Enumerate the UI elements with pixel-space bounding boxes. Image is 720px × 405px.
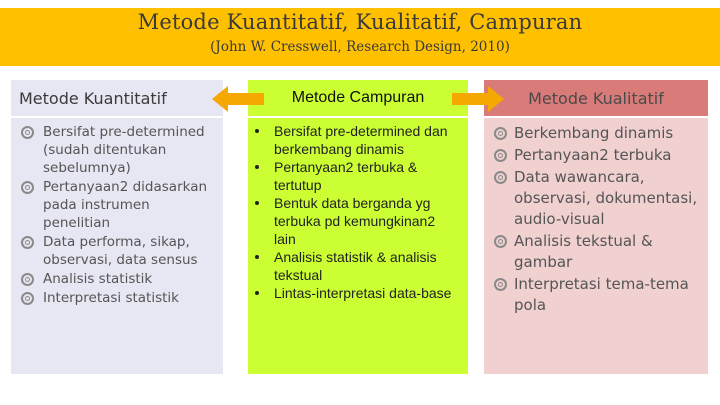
list-item: Analisis tekstual & gambar: [492, 231, 704, 273]
dot-bullet-icon: [255, 291, 259, 295]
ring-bullet-icon: [494, 127, 507, 140]
dot-bullet-icon: [255, 129, 259, 133]
ring-bullet-icon: [21, 181, 34, 194]
ring-bullet-icon: [21, 273, 34, 286]
slide-subtitle: (John W. Cresswell, Research Design, 2010): [210, 39, 510, 55]
kuantitatif-panel: [11, 118, 223, 374]
kuantitatif-heading: Metode Kuantitatif: [11, 80, 223, 116]
list-item: Analisis statistik & analisis tekstual: [248, 248, 460, 284]
list-item: Bersifat pre-determined dan berkembang dinamis: [248, 122, 460, 158]
list-item: Lintas-interpretasi data-base: [248, 284, 460, 302]
dot-bullet-icon: [255, 255, 259, 259]
list-item: Data performa, sikap, observasi, data sensus: [19, 233, 217, 269]
list-item: Bersifat pre-determined (sudah ditentukan sebelumnya): [19, 123, 217, 177]
kuantitatif-list: [19, 123, 217, 307]
list-item: Interpretasi statistik: [19, 289, 217, 307]
list-item: Pertanyaan2 terbuka & tertutup: [248, 158, 460, 194]
ring-bullet-icon: [494, 171, 507, 184]
right-arrow-icon: [452, 86, 504, 112]
left-arrow-icon: [212, 86, 264, 112]
slide-title: Metode Kuantitatif, Kualitatif, Campuran: [137, 10, 583, 34]
ring-bullet-icon: [494, 149, 507, 162]
ring-bullet-icon: [494, 278, 507, 291]
ring-bullet-icon: [21, 292, 34, 305]
list-item: Pertanyaan2 terbuka: [492, 145, 704, 166]
kualitatif-heading: Metode Kualitatif: [484, 80, 708, 116]
list-item: Analisis statistik: [19, 270, 217, 288]
campuran-list: [248, 122, 460, 302]
dot-bullet-icon: [255, 201, 259, 205]
ring-bullet-icon: [21, 236, 34, 249]
list-item: Berkembang dinamis: [492, 123, 704, 144]
campuran-panel: [248, 118, 468, 374]
list-item: Interpretasi tema-tema pola: [492, 274, 704, 316]
kualitatif-list: [492, 123, 704, 316]
list-item: Bentuk data berganda yg terbuka pd kemungkinan2 lain: [248, 194, 460, 248]
ring-bullet-icon: [21, 126, 34, 139]
kualitatif-panel: [484, 118, 708, 374]
ring-bullet-icon: [494, 235, 507, 248]
list-item: Pertanyaan2 didasarkan pada instrumen penelitian: [19, 178, 217, 232]
dot-bullet-icon: [255, 165, 259, 169]
campuran-heading: Metode Campuran: [248, 80, 468, 116]
list-item: Data wawancara, observasi, dokumentasi, audio-visual: [492, 167, 704, 230]
